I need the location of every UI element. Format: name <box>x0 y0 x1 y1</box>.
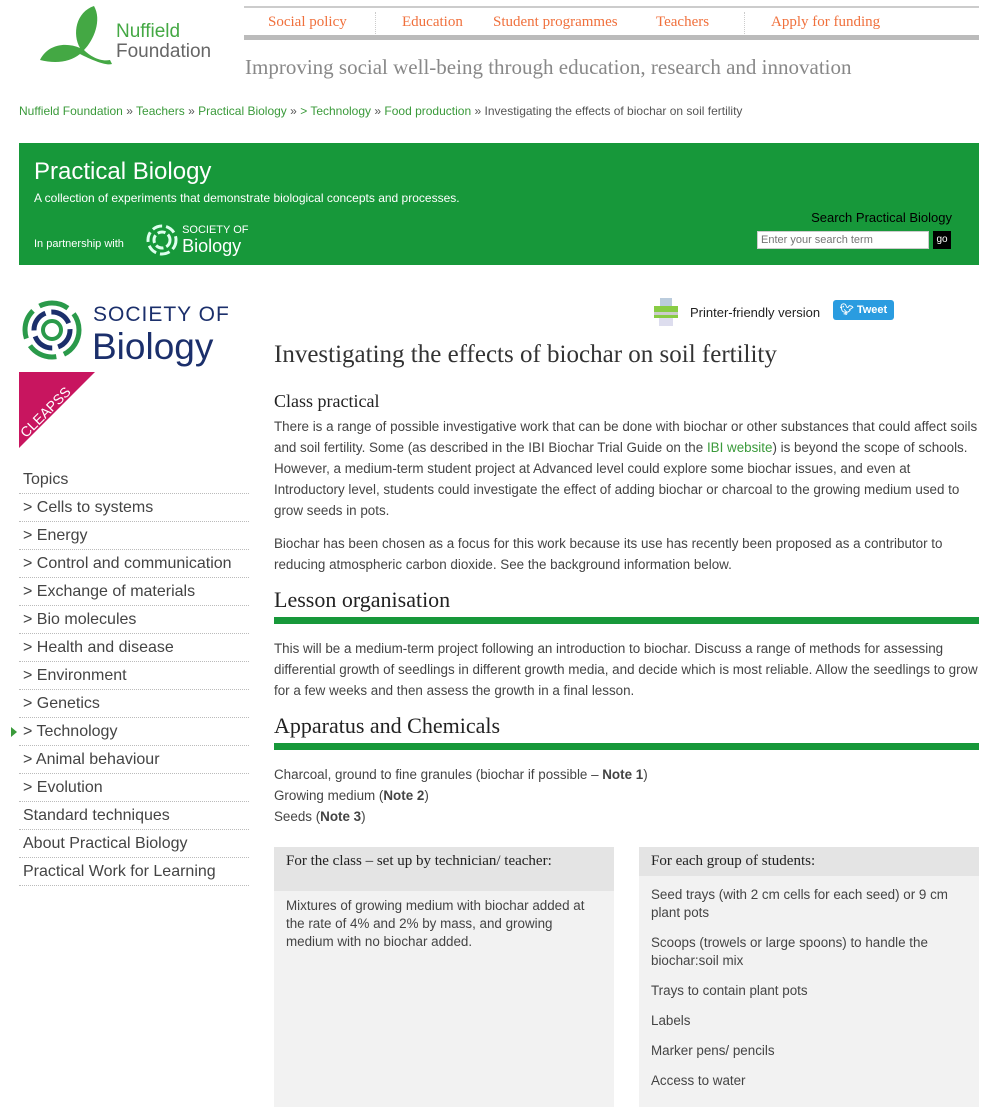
leaf-logo-icon <box>36 4 116 72</box>
nav-student-programmes[interactable]: Student programmes <box>493 14 618 30</box>
nav-education[interactable]: Education <box>402 14 463 30</box>
society-logo-icon <box>22 296 84 364</box>
breadcrumb-sep: » <box>290 104 297 118</box>
sidebar-item-health[interactable]: > Health and disease <box>19 634 249 662</box>
sidebar-item-evolution[interactable]: > Evolution <box>19 774 249 802</box>
apparatus-text: Charcoal, ground to fine granules (biochar if possible – <box>274 767 603 782</box>
lesson-organisation-heading: Lesson organisation <box>274 587 979 624</box>
nav-divider <box>744 12 745 34</box>
note-link[interactable]: Note 3 <box>320 809 362 824</box>
breadcrumb-link[interactable]: > Technology <box>300 104 372 118</box>
twitter-bird-icon: 🐦︎ <box>839 304 854 316</box>
tweet-button[interactable] <box>833 300 894 320</box>
class-setup-box <box>274 847 614 1107</box>
apparatus-end: ) <box>361 809 366 824</box>
group-box <box>639 847 979 1107</box>
sidebar-item-technology[interactable]: > Technology <box>19 718 249 746</box>
breadcrumb-current: Investigating the effects of biochar on soil fertility <box>484 104 743 118</box>
breadcrumb-link[interactable]: Teachers <box>136 104 185 118</box>
group-box-item: Scoops (trowels or large spoons) to handle the biochar:soil mix <box>651 935 928 968</box>
main-content <box>274 340 979 1107</box>
nuffield-logo[interactable] <box>36 4 236 72</box>
p1-text: There is a range of possible investigative work that can be done with biochar or other substances that could affect soils and soil fertility. Some (as described in the IBI Biochar Trial Guide on the <box>274 419 978 455</box>
top-navigation <box>244 6 979 40</box>
breadcrumb <box>19 104 742 118</box>
intro-paragraph <box>274 416 979 521</box>
biochar-paragraph: Biochar has been chosen as a focus for this work because its use has recently been proposed as a contributor to reducing atmospheric carbon dioxide. See the background information below. <box>274 536 943 572</box>
search-go-button[interactable]: go <box>933 231 951 249</box>
tagline: Improving social well-being through education, research and innovation <box>245 55 852 79</box>
practical-biology-banner <box>19 143 979 265</box>
lesson-paragraph: This will be a medium-term project following an introduction to biochar. Discuss a range of methods for assessing differential growth of seedlings in different growth media, and decide which is most reliable. Allow the seedlings to grow for a few weeks and then assess the growth in a final lesson. <box>274 641 978 698</box>
sidebar-item-animal-behaviour[interactable]: > Animal behaviour <box>19 746 249 774</box>
sidebar-item-practical-work[interactable]: Practical Work for Learning <box>19 858 249 886</box>
society-of-biology-logo[interactable] <box>22 296 230 367</box>
nav-teachers[interactable]: Teachers <box>656 14 710 30</box>
cleapss-label: CLEAPSS <box>16 383 74 441</box>
breadcrumb-sep: » <box>474 104 482 118</box>
class-box-heading: For the class – set up by technician/ teacher: <box>274 847 614 891</box>
apparatus-item <box>274 764 979 785</box>
class-practical-heading: Class practical <box>274 391 380 411</box>
sidebar-item-control[interactable]: > Control and communication <box>19 550 249 578</box>
nav-apply-for-funding[interactable]: Apply for funding <box>771 14 881 30</box>
sidebar-nav <box>19 466 249 886</box>
society-logo-icon <box>145 223 179 257</box>
equipment-boxes <box>274 847 979 1107</box>
group-box-item: Marker pens/ pencils <box>651 1043 775 1058</box>
apparatus-item <box>274 806 979 827</box>
sidebar-item-biomolecules[interactable]: > Bio molecules <box>19 606 249 634</box>
partnership-label: In partnership with <box>34 238 124 250</box>
breadcrumb-link[interactable]: Food production <box>384 104 472 118</box>
apparatus-text: Seeds ( <box>274 809 321 824</box>
partner-line2: Biology <box>182 236 242 256</box>
sidebar-item-standard-techniques[interactable]: Standard techniques <box>19 802 249 830</box>
breadcrumb-sep: » <box>188 104 195 118</box>
class-box-item: Mixtures of growing medium with biochar added at the rate of 4% and 2% by mass, and growing medium with no biochar added. <box>286 898 585 949</box>
note-link[interactable]: Note 2 <box>383 788 425 803</box>
sidebar-item-cells[interactable]: > Cells to systems <box>19 494 249 522</box>
breadcrumb-link[interactable]: Practical Biology <box>198 104 287 118</box>
sidebar-item-energy[interactable]: > Energy <box>19 522 249 550</box>
group-box-item: Access to water <box>651 1073 746 1088</box>
search-input[interactable] <box>757 231 929 249</box>
apparatus-list <box>274 764 979 827</box>
logo-text-line2: Foundation <box>116 41 212 62</box>
sob-line2: Biology <box>92 326 214 367</box>
nav-divider <box>375 12 376 34</box>
apparatus-item <box>274 785 979 806</box>
printer-icon <box>652 298 680 326</box>
note-link[interactable]: Note 1 <box>602 767 644 782</box>
sob-line1: SOCIETY OF <box>93 303 230 326</box>
breadcrumb-sep: » <box>126 104 133 118</box>
nav-social-policy[interactable]: Social policy <box>268 14 347 30</box>
banner-subtitle: A collection of experiments that demonstrate biological concepts and processes. <box>34 191 460 205</box>
breadcrumb-link[interactable]: Nuffield Foundation <box>19 104 123 118</box>
group-box-heading: For each group of students: <box>639 847 979 876</box>
partner-line1: SOCIETY OF <box>182 224 249 236</box>
apparatus-heading: Apparatus and Chemicals <box>274 713 979 750</box>
group-box-item: Seed trays (with 2 cm cells for each seed) or 9 cm plant pots <box>651 887 948 920</box>
sidebar-item-environment[interactable]: > Environment <box>19 662 249 690</box>
logo-text-line1: Nuffield <box>116 21 181 42</box>
p1-text: ) is beyond the scope of schools. However, a medium-term student project at Advanced level could explore some biochar issues, and even at Introductory level, students could investigate the effect of adding biochar or charcoal to the growing medium used to grow seeds in pots. <box>274 440 968 518</box>
group-box-item: Labels <box>651 1013 691 1028</box>
sidebar-item-genetics[interactable]: > Genetics <box>19 690 249 718</box>
printer-label: Printer-friendly version <box>690 304 821 320</box>
page-title: Investigating the effects of biochar on soil fertility <box>274 341 777 368</box>
apparatus-end: ) <box>643 767 648 782</box>
sidebar-item-about[interactable]: About Practical Biology <box>19 830 249 858</box>
tweet-label: Tweet <box>856 304 888 316</box>
printer-friendly-link[interactable] <box>652 298 820 326</box>
group-box-item: Trays to contain plant pots <box>651 983 808 998</box>
apparatus-end: ) <box>424 788 429 803</box>
sidebar-item-exchange[interactable]: > Exchange of materials <box>19 578 249 606</box>
society-of-biology-banner-logo[interactable] <box>145 223 248 257</box>
ibi-website-link[interactable]: IBI website <box>706 440 773 455</box>
breadcrumb-sep: » <box>374 104 382 118</box>
cleapss-badge[interactable] <box>16 372 95 448</box>
search-label: Search Practical Biology <box>811 210 952 225</box>
banner-title[interactable]: Practical Biology <box>34 158 212 185</box>
apparatus-text: Growing medium ( <box>274 788 384 803</box>
sidebar-item-topics[interactable]: Topics <box>19 466 249 494</box>
